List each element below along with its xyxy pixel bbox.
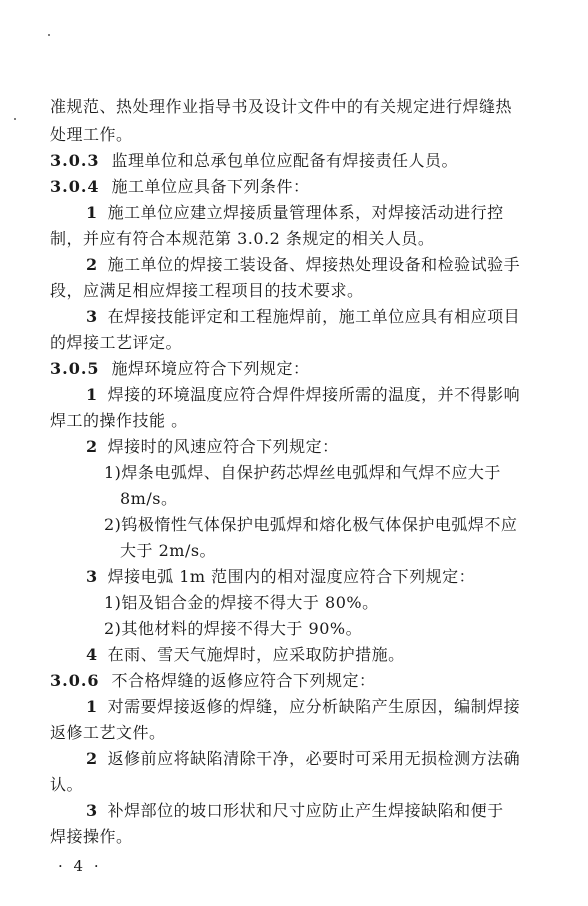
text-line: 认。: [50, 775, 84, 794]
item-number: 4: [86, 645, 98, 664]
scan-speck: [48, 34, 50, 36]
clause-3-0-4: [50, 176, 540, 198]
item-number: 2: [86, 255, 98, 274]
item-line: 2 返修前应将缺陷清除干净，必要时可采用无损检测方法确: [86, 749, 521, 768]
text-line: 段，应满足相应焊接工程项目的技术要求。: [50, 281, 364, 300]
item-line: 3 在焊接技能评定和工程施焊前，施工单位应具有相应项目: [86, 307, 521, 326]
sub-item-line: 2)钨极惰性气体保护电弧焊和熔化极气体保护电弧焊不应: [104, 515, 518, 534]
clause-text: 施工单位应具备下列条件：: [111, 177, 310, 196]
text-line: 焊接操作。: [50, 827, 133, 846]
clause-text: 监理单位和总承包单位应配备有焊接责任人员。: [111, 151, 459, 170]
text-line: 制，并应有符合本规范第 3.0.2 条规定的相关人员。: [50, 229, 435, 248]
clause-text: 施焊环境应符合下列规定：: [111, 359, 310, 378]
item-number: 2: [86, 749, 98, 768]
item-line: 4 在雨、雪天气施焊时，应采取防护措施。: [86, 645, 405, 664]
text-line: 准规范、热处理作业指导书及设计文件中的有关规定进行焊缝热: [50, 97, 513, 116]
clause-text: 不合格焊缝的返修应符合下列规定：: [111, 671, 376, 690]
sub-item-continuation: 8m/s。: [120, 489, 178, 508]
sub-item-continuation: 大于 2m/s。: [120, 541, 217, 560]
clause-3-0-6: [50, 670, 540, 692]
text-line: 焊工的操作技能 。: [50, 411, 188, 430]
item-line: 1 焊接的环境温度应符合焊件焊接所需的温度，并不得影响: [86, 385, 521, 404]
item-number: 1: [86, 385, 98, 404]
clause-number: 3.0.6: [50, 671, 100, 690]
item-number: 1: [86, 697, 98, 716]
item-number: 3: [86, 307, 98, 326]
item-number: 2: [86, 437, 98, 456]
sub-item-line: 1)焊条电弧焊、自保护药芯焊丝电弧焊和气焊不应大于: [104, 463, 501, 482]
clause-number: 3.0.4: [50, 177, 100, 196]
text-line: 返修工艺文件。: [50, 723, 166, 742]
clause-3-0-5: [50, 358, 540, 380]
scan-speck: [14, 118, 16, 120]
sub-item-line: 2)其他材料的焊接不得大于 90%。: [104, 619, 363, 638]
item-line: 1 施工单位应建立焊接质量管理体系，对焊接活动进行控: [86, 203, 504, 222]
text-line: 处理工作。: [50, 125, 133, 144]
item-line: 1 对需要焊接返修的焊缝，应分析缺陷产生原因，编制焊接: [86, 697, 521, 716]
item-number: 3: [86, 801, 98, 820]
item-line: 3 补焊部位的坡口形状和尺寸应防止产生焊接缺陷和便于: [86, 801, 504, 820]
item-line: 3 焊接电弧 1m 范围内的相对湿度应符合下列规定：: [86, 567, 476, 586]
item-line: 2 施工单位的焊接工装设备、焊接热处理设备和检验试验手: [86, 255, 521, 274]
item-number: 1: [86, 203, 98, 222]
sub-item-line: 1)铝及铝合金的焊接不得大于 80%。: [104, 593, 379, 612]
text-line: 的焊接工艺评定。: [50, 333, 183, 352]
page-number: · 4 ·: [58, 857, 102, 875]
clause-number: 3.0.5: [50, 359, 100, 378]
clause-3-0-3: [50, 150, 540, 172]
item-number: 3: [86, 567, 98, 586]
clause-number: 3.0.3: [50, 151, 100, 170]
item-line: 2 焊接时的风速应符合下列规定：: [86, 437, 339, 456]
